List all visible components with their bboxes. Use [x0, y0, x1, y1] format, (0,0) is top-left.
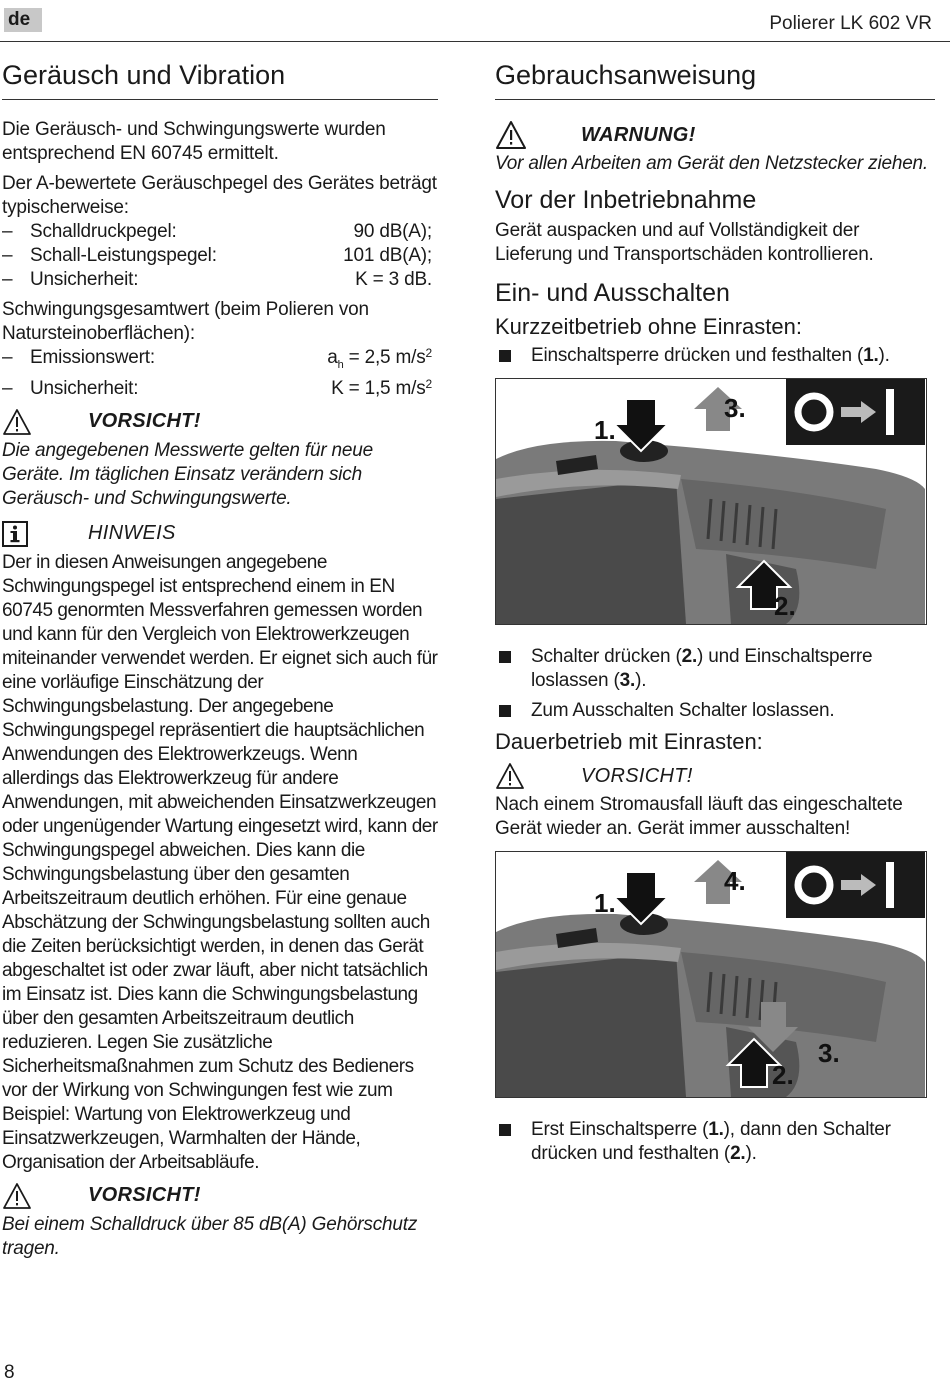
caution-text-3: Nach einem Stromausfall läuft das eingeschaltete Gerät wieder an. Gerät immer ausschalten! — [495, 794, 903, 839]
caution-label: VORSICHT! — [88, 1184, 201, 1207]
list-item: Zum Ausschalten Schalter loslassen. — [495, 699, 935, 723]
step-label-2: 2. — [774, 591, 796, 621]
warning-label: WARNUNG! — [581, 123, 696, 146]
hint-label: HINWEIS — [88, 522, 176, 545]
before-use-text: Gerät auspacken und auf Vollständigkeit der Lieferung und Transportschäden kontrollieren. — [495, 220, 874, 265]
on-bar-icon — [886, 862, 894, 908]
warning-triangle-icon — [495, 120, 581, 150]
intro-text: Die Geräusch- und Schwingungswerte wurden entsprechend EN 60745 ermittelt. — [2, 119, 386, 164]
vibration-row — [2, 377, 438, 401]
noise-list — [2, 220, 438, 292]
vibration-subscript: h — [337, 358, 344, 371]
vibration-number: K = 1,5 m/s — [331, 377, 426, 399]
warning-triangle-icon — [495, 762, 581, 790]
hint-text: Der in diesen Anweisungen angegebene Schwingungspegel ist entsprechend einem in EN 60745 genormten Messverfahren gemessen worden und kann für den Vergleich von Elektrowerkzeugen miteinander verwendet werden. Er eignet sich auch für eine vorläufige Einschätzung der Schwingungsbelastung. Der angegebene Schwingungspegel repräsentiert die hauptsächlichen Anwendungen des Elektrowerkzeugs. Wenn allerdings das Elektrowerkzeug für andere Anwendungen, mit abweichenden Einsatzwerkzeugen oder ungenügender Wartung eingesetzt wird, kann der Schwingungspegel abweichen. Dies kann die Schwingungsbelastung über den gesamten Arbeitszeitraum deutlich erhöhen. Für eine genaue Abschätzung der Schwingungsbelastung sollten auch die Zeiten berücksichtigt werden, in denen das Gerät abgeschaltet ist oder zwar läuft, aber nicht tatsächlich im Einsatz ist. Dies kann die Schwingungsbelastung über den gesamten Arbeitszeitraum deutlich reduzieren. Legen Sie zusätzliche Sicherheitsmaßnahmen zum Schutz des Bedieners vor der Wirkung von Schwingungen fest wie zum Beispiel: Wartung von Elektrowerkzeug und Einsatzwerkzeugen, Warmhalten der Hände, Organisation der Arbeitsabläufe. — [2, 551, 438, 1173]
vibration-label: Unsicherheit: — [30, 377, 139, 399]
dash: – — [2, 347, 13, 368]
continuous-steps — [495, 1118, 935, 1166]
subheading-momentary: Kurzzeitbetrieb ohne Einrasten: — [495, 314, 802, 339]
caution-notice — [2, 405, 438, 439]
subheading-switching: Ein- und Ausschalten — [495, 279, 730, 307]
vibration-intro: Schwingungsgesamtwert (beim Polieren von Natursteinoberflächen): — [2, 299, 369, 344]
left-column — [2, 58, 438, 1261]
caution-label: VORSICHT! — [88, 410, 201, 433]
noise-value: 90 dB(A); — [353, 221, 432, 242]
switch-figure-momentary — [495, 378, 927, 625]
on-bar-icon — [886, 389, 894, 435]
vibration-number: = 2,5 m/s — [343, 347, 426, 368]
warning-triangle-icon — [2, 1182, 88, 1210]
vibration-exponent: 2 — [425, 376, 432, 391]
caution-text: Die angegebenen Messwerte gelten für neue Geräte. Im täglichen Einsatz verändern sich Geräusch- und Schwingungswerte. — [2, 439, 374, 509]
subheading-before-use: Vor der Inbetriebnahme — [495, 186, 757, 214]
language-tag: de — [4, 8, 42, 32]
hint-notice — [2, 517, 438, 551]
vibration-label: Emissionswert: — [30, 347, 155, 368]
caution-label: VORSICHT! — [581, 764, 693, 787]
right-column — [495, 58, 935, 1172]
list-item: Erst Einschaltsperre (1.), dann den Schalter drücken und festhalten (2.). — [495, 1118, 935, 1166]
section-heading-noise: Geräusch und Vibration — [2, 58, 438, 100]
vibration-symbol: a — [327, 347, 338, 368]
momentary-steps — [495, 344, 935, 368]
switch-figure-continuous — [495, 851, 927, 1098]
list-item: Schalter drücken (2.) und Einschaltsperre loslassen (3.). — [495, 645, 935, 693]
list-item: Einschaltsperre drücken und festhalten (1.). — [495, 344, 935, 368]
vibration-list — [2, 346, 438, 401]
step-label-1: 1. — [594, 415, 616, 445]
header-rule — [0, 41, 950, 42]
step-label-2: 2. — [772, 1060, 794, 1090]
page-number: 8 — [4, 1362, 15, 1383]
vibration-exponent: 2 — [425, 346, 432, 360]
warning-triangle-icon — [2, 408, 88, 436]
noise-row — [2, 244, 438, 268]
vibration-row — [2, 346, 438, 377]
noise-label: Schalldruckpegel: — [30, 221, 177, 242]
noise-row — [2, 220, 438, 244]
section-heading-usage: Gebrauchsanweisung — [495, 58, 935, 100]
caution-notice-3 — [495, 759, 935, 793]
noise-value: 101 dB(A); — [343, 245, 432, 266]
document-title: Polierer LK 602 VR — [769, 13, 932, 34]
step-label-3: 3. — [818, 1038, 840, 1068]
step-label-4: 4. — [724, 866, 746, 896]
noise-row — [2, 268, 438, 292]
dash: – — [2, 269, 13, 290]
noise-label: Unsicherheit: — [30, 269, 139, 290]
caution-notice-2 — [2, 1179, 438, 1213]
vibration-value — [331, 377, 438, 401]
step-label-3: 3. — [724, 393, 746, 423]
noise-intro: Der A-bewertete Geräuschpegel des Gerätes beträgt typischerweise: — [2, 173, 437, 218]
noise-value: K = 3 dB. — [355, 269, 432, 290]
dash: – — [2, 377, 13, 399]
info-icon — [2, 521, 88, 547]
step-label-1: 1. — [594, 888, 616, 918]
dash: – — [2, 245, 13, 266]
caution-text-2: Bei einem Schalldruck über 85 dB(A) Gehörschutz tragen. — [2, 1213, 418, 1259]
warning-notice — [495, 118, 935, 152]
subheading-continuous: Dauerbetrieb mit Einrasten: — [495, 729, 763, 754]
vibration-value — [327, 346, 438, 377]
noise-label: Schall-Leistungspegel: — [30, 245, 217, 266]
warning-text: Vor allen Arbeiten am Gerät den Netzstecker ziehen. — [495, 153, 929, 174]
dash: – — [2, 221, 13, 242]
momentary-steps-2 — [495, 645, 935, 723]
